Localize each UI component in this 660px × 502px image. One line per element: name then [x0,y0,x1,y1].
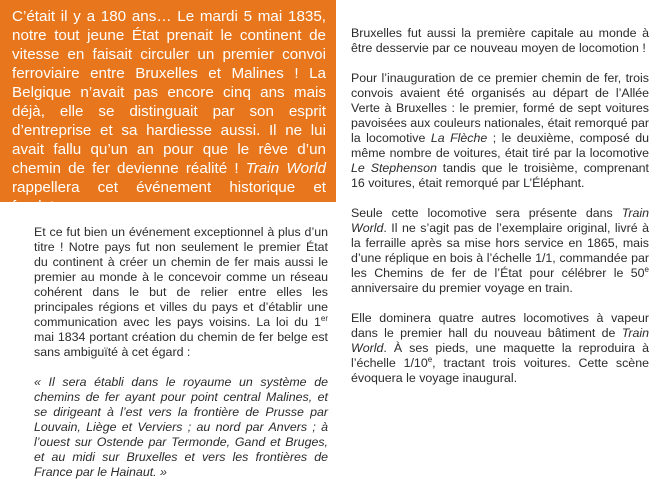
train-world-emphasis: Train World [351,326,649,355]
train-world-emphasis: Train World [351,206,649,235]
train-world-emphasis: Train World [245,160,326,177]
right-paragraph-3: Seule cette locomotive sera présente dans Train World. Il ne s’agit pas de l’exemplaire original, livré à la ferraille après sa mise hors service en 1865, mais d’une réplique en bois à l’échelle 1/1, commandée par les Chemins de fer de l’État pour célébrer le 50e anniversaire du premier voyage en train. [351,206,649,295]
right-paragraph-2: Pour l’inauguration de ce premier chemin de fer, trois convois avaient été organisés au départ de l’Allée Verte à Bruxelles : le premier, formé de sept voitures pavoisées aux couleurs nationales, était remorqué par la locomotive La Flèche ; le deuxième, composé du même nombre de voitures, était tiré par la locomotive Le Stephenson tandis que le troisième, comprenant 16 voitures, était remorqué par L’Éléphant. [351,71,650,190]
la-fleche-emphasis: La Flèche [430,131,488,145]
intro-highlight-box [0,0,336,215]
left-column [34,225,328,495]
right-column [351,26,649,401]
right-paragraph-1: Bruxelles fut aussi la première capitale au monde à être desservie par ce nouveau moyen de locomotion ! [351,26,649,55]
left-paragraph-1: Et ce fut bien un événement exceptionnel à plus d’un titre ! Notre pays fut non seulement le premier État du continent à créer un chemin de fer mais aussi le premier au monde à le concevoir comme un réseau cohérent dans le but de relier entre elles les principales régions et villes du pays et d’établir une communication avec les pays voisins. La loi du 1er mai 1834 portant création du chemin de fer belge est sans ambiguïté à cet égard : [34,225,328,359]
intro-paragraph: C’était il y a 180 ans… Le mardi 5 mai 1835, notre tout jeune État prenait le continent de vitesse en faisait circuler un premier convoi ferroviaire entre Bruxelles et Malines ! La Belgique n’avait pas encore cinq ans mais déjà, elle se distinguait par son esprit d’entreprise et sa hardiesse aussi. Il ne lui avait fallu qu’un an pour que le rêve d’un chemin de fer devienne réalité ! Train World rappellera cet événement historique et fondateur. [12,8,326,215]
le-stephenson-emphasis: Le Stephenson [351,161,437,175]
law-quote: « Il sera établi dans le royaume un système de chemins de fer ayant pour point central Malines, et se dirigeant à l’est vers la frontière de Prusse par Louvain, Liège et Verviers ; au nord par Anvers ; à l’ouest sur Ostende par Termonde, Gand et Bruges, et au midi sur Bruxelles et vers les frontières de France par le Hainaut. » [34,375,328,479]
right-paragraph-4: Elle dominera quatre autres locomotives à vapeur dans le premier hall du nouveau bâtiment de Train World. À ses pieds, une maquette la reproduira à l’échelle 1/10e, tractant trois voitures. Cette scène évoquera le voyage inaugural. [351,311,649,385]
